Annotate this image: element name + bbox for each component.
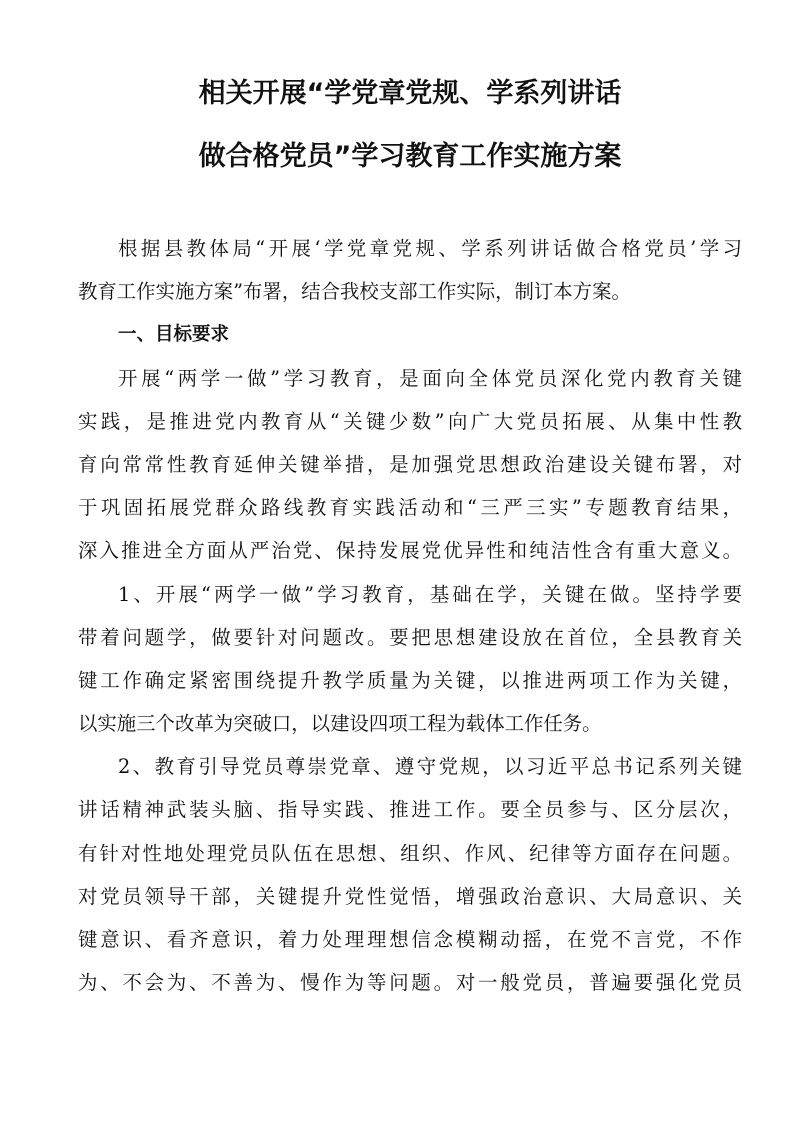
paragraph-line: 带着问题学，做要针对问题改。要把思想建设放在首位，全县教育关 — [78, 625, 742, 649]
paragraph-line: 育向常常性教育延伸关键举措，是加强党思想政治建设关键布署，对 — [78, 452, 742, 476]
paragraph-line: 对党员领导干部，关键提升党性觉悟，增强政治意识、大局意识、关 — [78, 884, 742, 908]
paragraph-line: 于巩固拓展党群众路线教育实践活动和“三严三实”专题教育结果， — [78, 496, 742, 520]
document-title-line-2: 做合格党员”学习教育工作实施方案 — [198, 141, 622, 172]
section-heading: 一、目标要求 — [118, 324, 230, 346]
paragraph-line: 以实施三个改革为突破口，以建设四项工程为载体工作任务。 — [78, 712, 602, 736]
paragraph-line: 实践，是推进党内教育从“关键少数”向广大党员拓展、从集中性教 — [78, 409, 742, 433]
paragraph-line: 根据县教体局“开展‘学党章党规、学系列讲话做合格党员’学习 — [118, 237, 742, 260]
paragraph-line: 为、不会为、不善为、慢作为等问题。对一般党员，普遍要强化党员 — [78, 971, 742, 995]
document-title-line-1: 相关开展“学党章党规、学系列讲话 — [198, 78, 622, 109]
paragraph-line: 开展“两学一做”学习教育，是面向全体党员深化党内教育关键 — [118, 366, 742, 390]
paragraph-line: 键工作确定紧密围绕提升教学质量为关键，以推进两项工作为关键， — [78, 668, 742, 692]
paragraph-line: 深入推进全方面从严治党、保持发展党优异性和纯洁性含有重大意义。 — [78, 539, 742, 563]
paragraph-line: 讲话精神武装头脑、指导实践、推进工作。要全员参与、区分层次， — [78, 798, 742, 822]
paragraph-line: 有针对性地处理党员队伍在思想、组织、作风、纪律等方面存在问题。 — [78, 841, 742, 865]
paragraph-line: 2、教育引导党员尊崇党章、遵守党规，以习近平总书记系列关键 — [118, 755, 742, 779]
paragraph-line: 键意识、看齐意识，着力处理理想信念模糊动摇，在党不言党，不作 — [78, 928, 742, 951]
document-body — [78, 227, 742, 1004]
paragraph-line: 1、开展“两学一做”学习教育，基础在学，关键在做。坚持学要 — [118, 582, 742, 606]
paragraph-line: 教育工作实施方案”布署，结合我校支部工作实际，制订本方案。 — [78, 280, 631, 304]
